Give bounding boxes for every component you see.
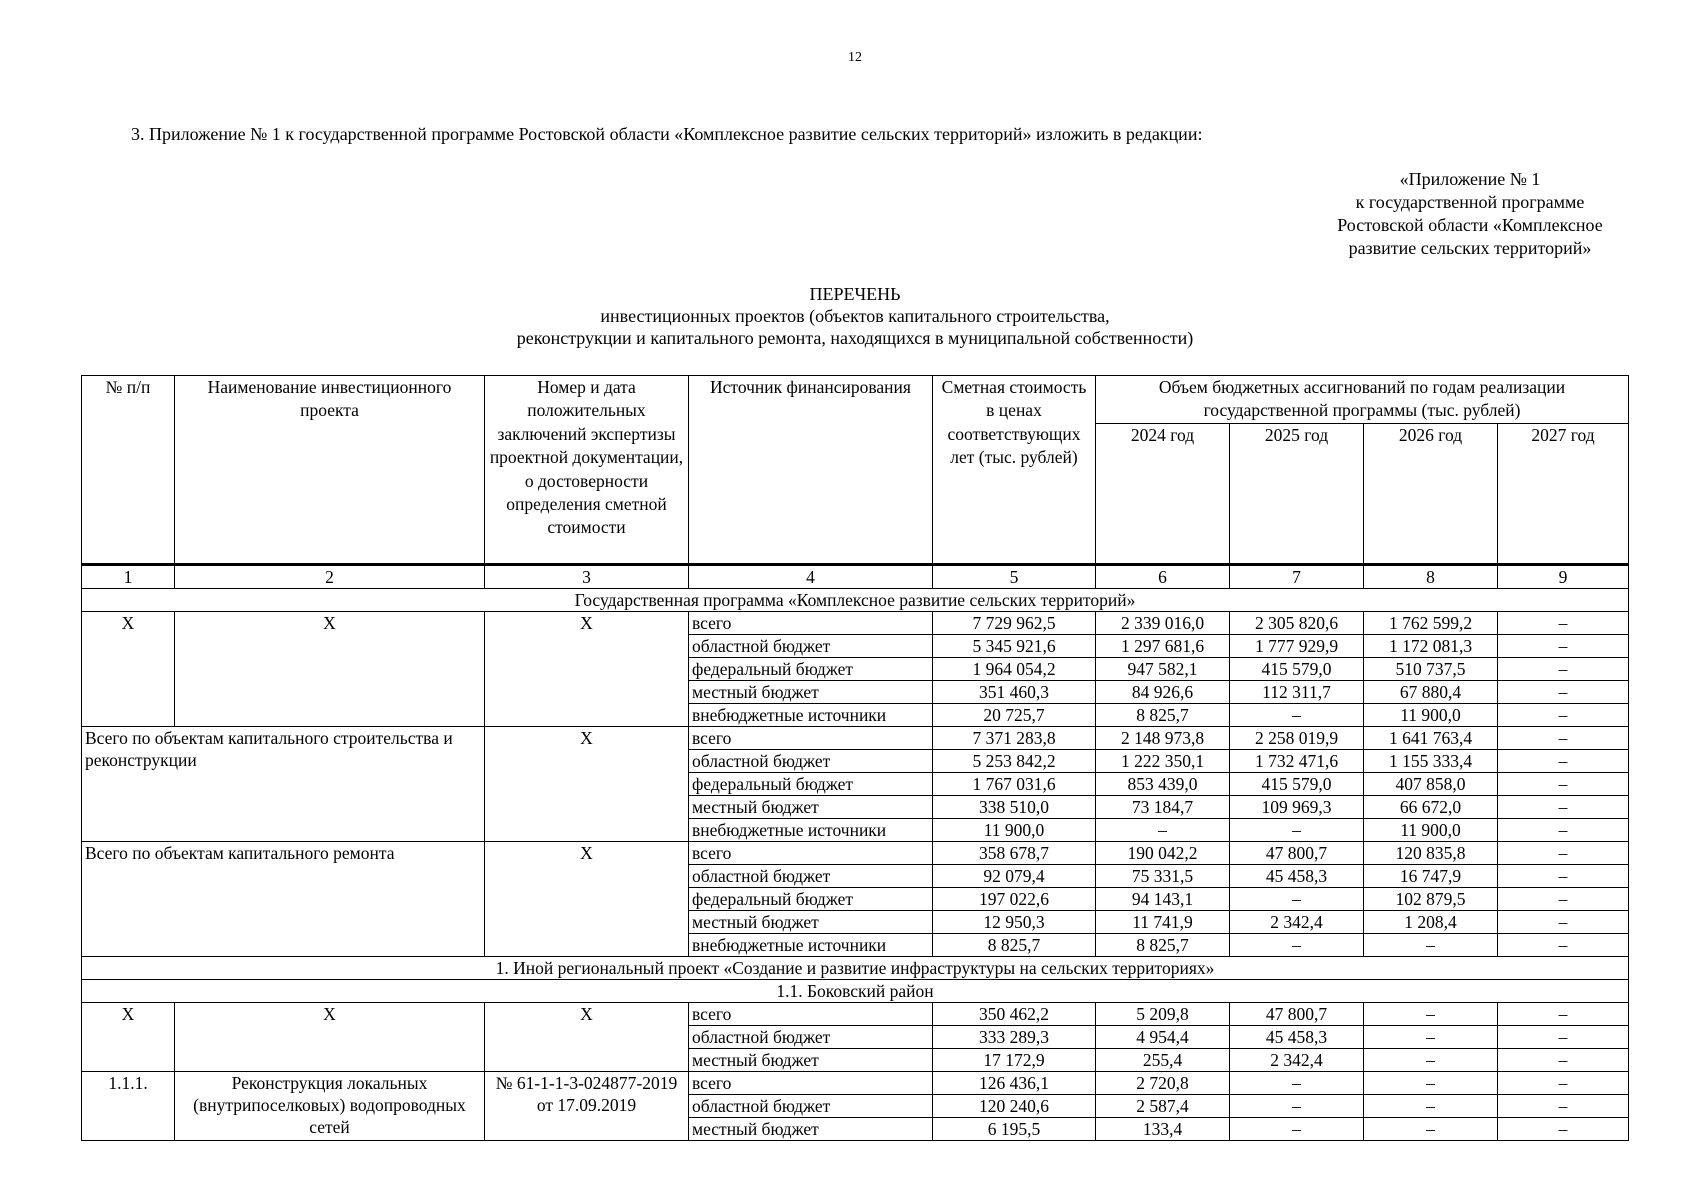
value-cell-y26: 1 155 333,4 [1364, 749, 1498, 772]
value-cell-y26: 67 880,4 [1364, 680, 1498, 703]
value-cell-cost: 11 900,0 [933, 818, 1096, 841]
value-cell-cost: 7 729 962,5 [933, 611, 1096, 634]
appendix-ref-line: развитие сельских территорий» [1348, 238, 1592, 258]
value-cell-y24: 190 042,2 [1096, 841, 1230, 864]
funding-source-cell: всего [689, 1071, 933, 1094]
value-cell-cost: 8 825,7 [933, 933, 1096, 956]
column-number: 4 [689, 564, 933, 588]
list-title [0, 283, 1698, 349]
value-cell-y25: – [1230, 1117, 1364, 1140]
value-cell-y26: 102 879,5 [1364, 887, 1498, 910]
item-name: Реконструкция локальных (внутрипоселковых) водопроводных сетей [175, 1071, 485, 1140]
value-cell-y24: 94 143,1 [1096, 887, 1230, 910]
value-cell-y25: – [1230, 1094, 1364, 1117]
value-cell-cost: 333 289,3 [933, 1025, 1096, 1048]
value-cell-cost: 351 460,3 [933, 680, 1096, 703]
value-cell-y26: – [1364, 1002, 1498, 1025]
value-cell-cost: 1 767 031,6 [933, 772, 1096, 795]
value-cell-y27: – [1498, 749, 1629, 772]
value-cell-y25: 415 579,0 [1230, 657, 1364, 680]
appendix-ref-line: к государственной программе [1355, 192, 1585, 212]
funding-source-cell: областной бюджет [689, 1094, 933, 1117]
value-cell-y26: – [1364, 1094, 1498, 1117]
value-cell-y25: 45 458,3 [1230, 1025, 1364, 1048]
funding-source-cell: всего [689, 611, 933, 634]
value-cell-y25: 2 342,4 [1230, 910, 1364, 933]
value-cell-y25: 1 777 929,9 [1230, 634, 1364, 657]
value-cell-y27: – [1498, 1048, 1629, 1071]
value-cell-y27: – [1498, 1002, 1629, 1025]
funding-source-cell: внебюджетные источники [689, 818, 933, 841]
item-number: 1.1.1. [82, 1071, 175, 1140]
group-expertise: X [485, 726, 689, 841]
funding-source-cell: местный бюджет [689, 680, 933, 703]
value-cell-y24: 8 825,7 [1096, 703, 1230, 726]
value-cell-y26: – [1364, 1117, 1498, 1140]
value-cell-y25: 415 579,0 [1230, 772, 1364, 795]
value-cell-y27: – [1498, 657, 1629, 680]
value-cell-y24: 11 741,9 [1096, 910, 1230, 933]
value-cell-y25: 1 732 471,6 [1230, 749, 1364, 772]
item-name: X [175, 1002, 485, 1071]
value-cell-y25: 47 800,7 [1230, 841, 1364, 864]
value-cell-y27: – [1498, 1071, 1629, 1094]
value-cell-y27: – [1498, 933, 1629, 956]
value-cell-y25: 2 258 019,9 [1230, 726, 1364, 749]
group-expertise: X [485, 841, 689, 956]
value-cell-cost: 338 510,0 [933, 795, 1096, 818]
list-title-line: инвестиционных проектов (объектов капитального строительства, [600, 306, 1110, 326]
funding-source-cell: всего [689, 726, 933, 749]
section-project-row [82, 956, 1629, 979]
section-title: Государственная программа «Комплексное развитие сельских территорий» [82, 588, 1629, 611]
value-cell-cost: 197 022,6 [933, 887, 1096, 910]
value-cell-y25: 2 342,4 [1230, 1048, 1364, 1071]
funding-source-cell: местный бюджет [689, 1117, 933, 1140]
section-title: 1. Иной региональный проект «Создание и развитие инфраструктуры на сельских территориях» [82, 956, 1629, 979]
item-expertise: X [485, 611, 689, 726]
value-cell-y24: 133,4 [1096, 1117, 1230, 1140]
column-number: 2 [175, 564, 485, 588]
value-cell-y24: 853 439,0 [1096, 772, 1230, 795]
value-cell-y26: 407 858,0 [1364, 772, 1498, 795]
value-cell-y26: 11 900,0 [1364, 703, 1498, 726]
appendix-ref-line: «Приложение № 1 [1399, 169, 1541, 189]
funding-source-cell: всего [689, 841, 933, 864]
value-cell-cost: 1 964 054,2 [933, 657, 1096, 680]
header-year-2026: 2026 год [1364, 423, 1498, 564]
column-number: 5 [933, 564, 1096, 588]
list-title-heading: ПЕРЕЧЕНЬ [809, 284, 901, 304]
value-cell-y24: 2 587,4 [1096, 1094, 1230, 1117]
value-cell-y26: – [1364, 1071, 1498, 1094]
value-cell-y26: 66 672,0 [1364, 795, 1498, 818]
value-cell-y24: 2 720,8 [1096, 1071, 1230, 1094]
value-cell-y25: – [1230, 703, 1364, 726]
value-cell-y26: – [1364, 933, 1498, 956]
column-numbers-row [82, 564, 1629, 588]
item-number: X [82, 611, 175, 726]
value-cell-y25: – [1230, 887, 1364, 910]
value-cell-y25: – [1230, 818, 1364, 841]
value-cell-y25: – [1230, 1071, 1364, 1094]
header-name: Наименование инвестиционного проекта [175, 376, 485, 565]
value-cell-y24: 84 926,6 [1096, 680, 1230, 703]
value-cell-y27: – [1498, 772, 1629, 795]
value-cell-cost: 7 371 283,8 [933, 726, 1096, 749]
column-number: 6 [1096, 564, 1230, 588]
value-cell-y26: 11 900,0 [1364, 818, 1498, 841]
value-cell-y25: 45 458,3 [1230, 864, 1364, 887]
item-expertise: X [485, 1002, 689, 1071]
header-year-2024: 2024 год [1096, 423, 1230, 564]
funding-source-cell: областной бюджет [689, 864, 933, 887]
funding-source-cell: местный бюджет [689, 1048, 933, 1071]
value-cell-y27: – [1498, 1094, 1629, 1117]
value-cell-y27: – [1498, 1025, 1629, 1048]
section-district-row [82, 979, 1629, 1002]
funding-source-cell: внебюджетные источники [689, 703, 933, 726]
funding-source-cell: федеральный бюджет [689, 657, 933, 680]
value-cell-y24: 1 222 350,1 [1096, 749, 1230, 772]
page-number: 12 [848, 50, 862, 65]
header-row [82, 376, 1629, 424]
value-cell-y25: 2 305 820,6 [1230, 611, 1364, 634]
value-cell-y27: – [1498, 795, 1629, 818]
program-total-row [82, 611, 1629, 634]
value-cell-y27: – [1498, 703, 1629, 726]
appendix-ref-line: Ростовской области «Комплексное [1337, 215, 1603, 235]
value-cell-y27: – [1498, 634, 1629, 657]
header-year-2027: 2027 год [1498, 423, 1629, 564]
value-cell-y24: 4 954,4 [1096, 1025, 1230, 1048]
item-111-row [82, 1071, 1629, 1094]
value-cell-cost: 92 079,4 [933, 864, 1096, 887]
value-cell-y27: – [1498, 1117, 1629, 1140]
value-cell-y27: – [1498, 680, 1629, 703]
value-cell-y26: – [1364, 1048, 1498, 1071]
value-cell-y26: 1 762 599,2 [1364, 611, 1498, 634]
value-cell-y27: – [1498, 841, 1629, 864]
item-number: X [82, 1002, 175, 1071]
funding-source-cell: областной бюджет [689, 634, 933, 657]
value-cell-y27: – [1498, 611, 1629, 634]
item-expertise: № 61-1-1-3-024877-2019 от 17.09.2019 [485, 1071, 689, 1140]
list-title-line: реконструкции и капитального ремонта, находящихся в муниципальной собственности) [516, 328, 1194, 348]
value-cell-cost: 126 436,1 [933, 1071, 1096, 1094]
value-cell-y24: 8 825,7 [1096, 933, 1230, 956]
funding-source-cell: федеральный бюджет [689, 887, 933, 910]
value-cell-cost: 358 678,7 [933, 841, 1096, 864]
value-cell-y24: 75 331,5 [1096, 864, 1230, 887]
funding-source-cell: областной бюджет [689, 749, 933, 772]
funding-source-cell: местный бюджет [689, 910, 933, 933]
group-name: Всего по объектам капитального ремонта [82, 841, 485, 956]
section-title: 1.1. Боковский район [82, 979, 1629, 1002]
value-cell-y24: 947 582,1 [1096, 657, 1230, 680]
value-cell-y27: – [1498, 726, 1629, 749]
value-cell-y26: 1 208,4 [1364, 910, 1498, 933]
funding-source-cell: федеральный бюджет [689, 772, 933, 795]
value-cell-y26: – [1364, 1025, 1498, 1048]
value-cell-cost: 5 345 921,6 [933, 634, 1096, 657]
value-cell-cost: 12 950,3 [933, 910, 1096, 933]
header-num: № п/п [82, 376, 175, 565]
value-cell-cost: 350 462,2 [933, 1002, 1096, 1025]
intro-text: 3. Приложение № 1 к государственной программе Ростовской области «Комплексное развитие сельских территорий» изложить в редакции: [131, 124, 1203, 144]
value-cell-y25: 109 969,3 [1230, 795, 1364, 818]
header-expertise: Номер и дата положительных заключений экспертизы проектной документации, о достоверности определения сметной стоимости [485, 376, 689, 565]
value-cell-y24: 2 339 016,0 [1096, 611, 1230, 634]
column-number: 1 [82, 564, 175, 588]
column-number: 8 [1364, 564, 1498, 588]
header-source: Источник финансирования [689, 376, 933, 565]
value-cell-y27: – [1498, 864, 1629, 887]
header-cost: Сметная стоимость в ценах соответствующих лет (тыс. рублей) [933, 376, 1096, 565]
value-cell-y26: 16 747,9 [1364, 864, 1498, 887]
value-cell-y26: 120 835,8 [1364, 841, 1498, 864]
value-cell-y25: 112 311,7 [1230, 680, 1364, 703]
value-cell-y27: – [1498, 818, 1629, 841]
column-number: 9 [1498, 564, 1629, 588]
value-cell-y25: – [1230, 933, 1364, 956]
funding-source-cell: всего [689, 1002, 933, 1025]
value-cell-y27: – [1498, 887, 1629, 910]
appendix-reference [1270, 168, 1670, 260]
value-cell-y24: – [1096, 818, 1230, 841]
value-cell-y25: 47 800,7 [1230, 1002, 1364, 1025]
repair-total-row [82, 841, 1629, 864]
funding-source-cell: местный бюджет [689, 795, 933, 818]
value-cell-cost: 17 172,9 [933, 1048, 1096, 1071]
funding-source-cell: областной бюджет [689, 1025, 933, 1048]
header-year-2025: 2025 год [1230, 423, 1364, 564]
value-cell-y24: 255,4 [1096, 1048, 1230, 1071]
value-cell-y24: 2 148 973,8 [1096, 726, 1230, 749]
value-cell-y26: 1 641 763,4 [1364, 726, 1498, 749]
value-cell-y24: 1 297 681,6 [1096, 634, 1230, 657]
value-cell-y24: 5 209,8 [1096, 1002, 1230, 1025]
table-body [82, 376, 1629, 1141]
section-program-row [82, 588, 1629, 611]
value-cell-cost: 5 253 842,2 [933, 749, 1096, 772]
value-cell-cost: 6 195,5 [933, 1117, 1096, 1140]
value-cell-y26: 510 737,5 [1364, 657, 1498, 680]
construction-total-row [82, 726, 1629, 749]
group-name: Всего по объектам капитального строительства и реконструкции [82, 726, 485, 841]
value-cell-cost: 20 725,7 [933, 703, 1096, 726]
header-allocations: Объем бюджетных ассигнований по годам реализации государственной программы (тыс. рублей) [1096, 376, 1629, 424]
value-cell-y27: – [1498, 910, 1629, 933]
investment-projects-table [81, 375, 1629, 1141]
value-cell-y26: 1 172 081,3 [1364, 634, 1498, 657]
column-number: 3 [485, 564, 689, 588]
value-cell-cost: 120 240,6 [933, 1094, 1096, 1117]
value-cell-y24: 73 184,7 [1096, 795, 1230, 818]
district-total-row [82, 1002, 1629, 1025]
column-number: 7 [1230, 564, 1364, 588]
item-name: X [175, 611, 485, 726]
funding-source-cell: внебюджетные источники [689, 933, 933, 956]
